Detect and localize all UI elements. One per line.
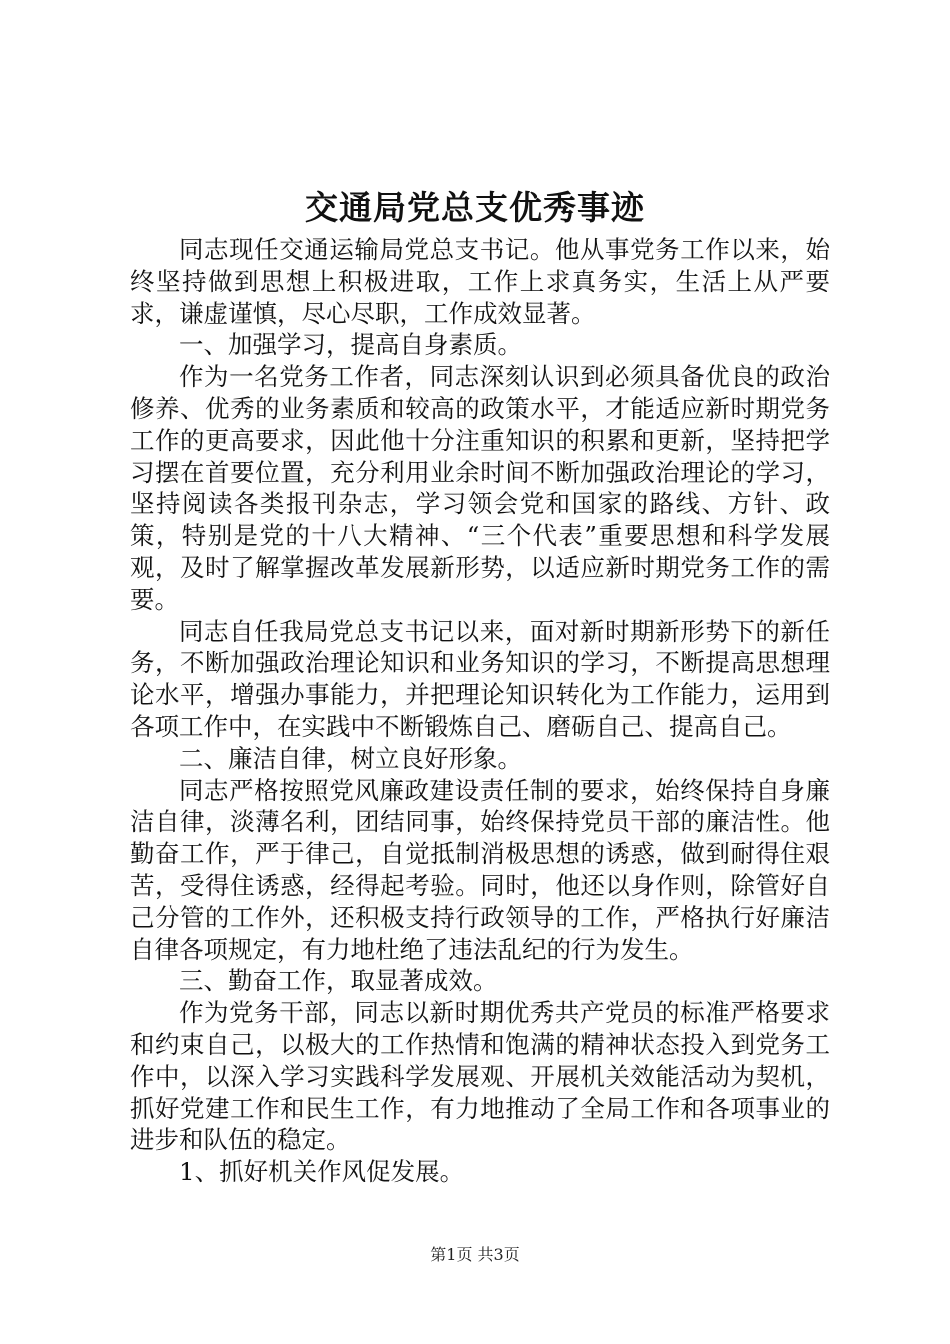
paragraph-study: 作为一名党务工作者，同志深刻认识到必须具备优良的政治修养、优秀的业务素质和较高的政策水平，才能适应新时期党务工作的更高要求，因此他十分注重知识的积累和更新，坚持把学习摆在首要位置，充分利用业余时间不断加强政治理论的学习，坚持阅读各类报刊杂志，学习领会党和国家的路线、方针、政策，特别是党的十八大精神、“三个代表”重要思想和科学发展观，及时了解掌握改革发展新形势，以适应新时期党务工作的需要。 xyxy=(130,362,830,614)
paragraph-study-2: 同志自任我局党总支书记以来，面对新时期新形势下的新任务，不断加强政治理论知识和业务知识的学习，不断提高思想理论水平，增强办事能力，并把理论知识转化为工作能力，运用到各项工作中，在实践中不断锻炼自己、磨砺自己、提高自己。 xyxy=(130,616,830,741)
section-heading-1: 一、加强学习，提高自身素质。 xyxy=(179,330,522,360)
subsection-heading-1: 1、抓好机关作风促发展。 xyxy=(179,1157,465,1187)
paragraph-intro: 同志现任交通运输局党总支书记。他从事党务工作以来，始终坚持做到思想上积极进取，工作上求真务实，生活上从严要求，谦虚谨慎，尽心尽职，工作成效显著。 xyxy=(130,235,830,328)
paragraph-diligence: 作为党务干部，同志以新时期优秀共产党员的标准严格要求和约束自己，以极大的工作热情和饱满的精神状态投入到党务工作中，以深入学习实践科学发展观、开展机关效能活动为契机，抓好党建工作和民生工作，有力地推动了全局工作和各项事业的进步和队伍的稳定。 xyxy=(130,998,830,1155)
section-heading-3: 三、勤奋工作，取显著成效。 xyxy=(179,966,498,996)
page-footer: 第1页 共3页 xyxy=(430,1245,520,1264)
paragraph-integrity: 同志严格按照党风廉政建设责任制的要求，始终保持自身廉洁自律，淡薄名利，团结同事，始终保持党员干部的廉洁性。他勤奋工作，严于律己，自觉抵制消极思想的诱惑，做到耐得住艰苦，受得住诱惑，经得起考验。同时，他还以身作则，除管好自己分管的工作外，还积极支持行政领导的工作，严格执行好廉洁自律各项规定，有力地杜绝了违法乱纪的行为发生。 xyxy=(130,775,830,964)
section-heading-2: 二、廉洁自律，树立良好形象。 xyxy=(179,743,522,773)
document-body xyxy=(130,234,830,1188)
document-title: 交通局党总支优秀事迹 xyxy=(305,188,645,227)
